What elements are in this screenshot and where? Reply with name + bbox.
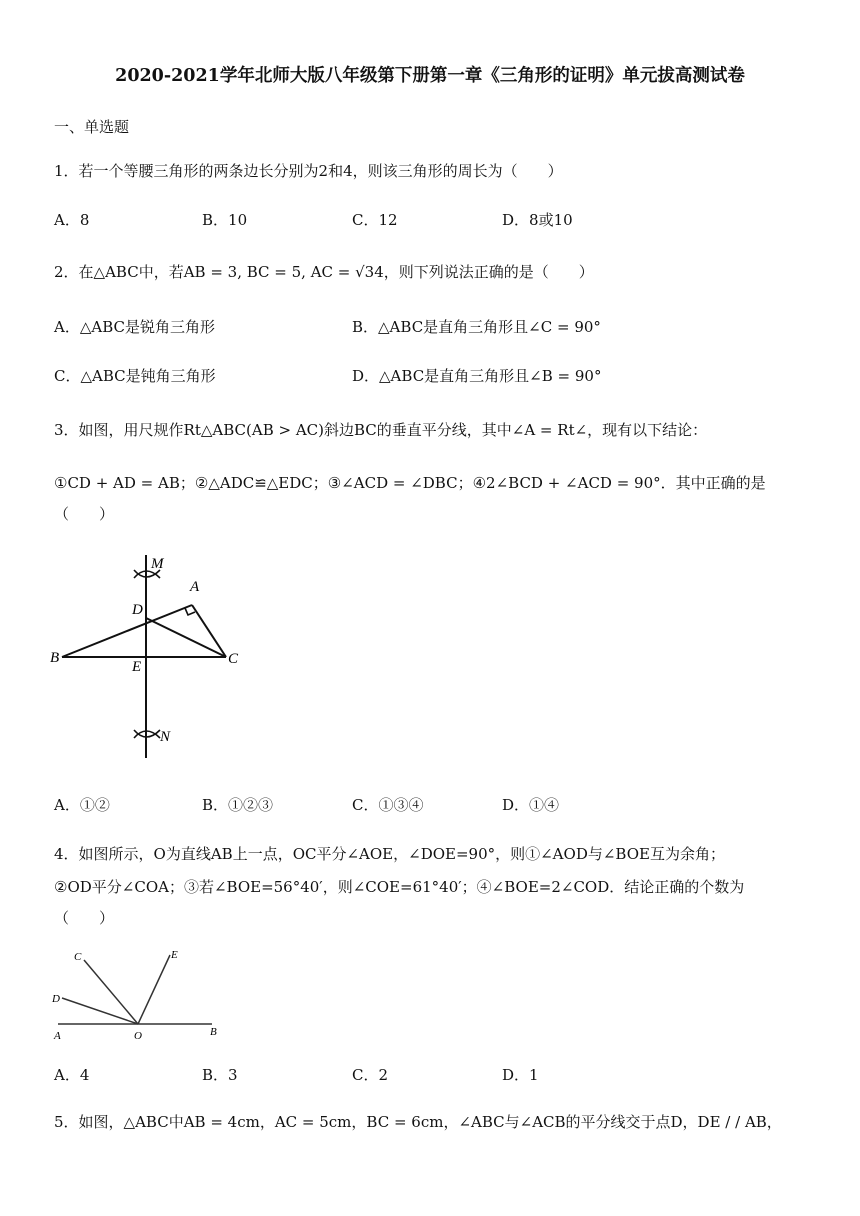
fig4-label-c: C — [74, 951, 82, 963]
question-2-stem: 2．在△ABC中，若AB = 3, BC = 5, AC = √34，则下列说法正确的是（ ） — [54, 263, 594, 281]
q4-option-d: D．1 — [502, 1066, 539, 1084]
question-3-stem: 3．如图，用尺规作Rt△ABC(AB > AC)斜边BC的垂直平分线，其中∠A = Rt∠，现有以下结论： — [54, 421, 708, 439]
section-heading: 一、单选题 — [54, 118, 130, 136]
q3-option-d: D．①④ — [502, 796, 560, 814]
fig3-label-m: M — [151, 556, 164, 572]
question-1-stem: 1．若一个等腰三角形的两条边长分别为2和4，则该三角形的周长为（ ） — [54, 162, 563, 180]
question-5-stem: 5．如图，△ABC中AB = 4cm，AC = 5cm，BC = 6cm，∠ABC与∠ACB的平分线交于点D，DE / / AB， — [54, 1113, 782, 1131]
fig3-label-d: D — [132, 602, 143, 618]
q4-option-a: A．4 — [54, 1066, 90, 1084]
question-4-stem-line2: ②OD平分∠COA；③若∠BOE=56°40′，则∠COE=61°40′；④∠BOE=2∠COD．结论正确的个数为 — [54, 878, 745, 896]
fig3-label-c: C — [228, 651, 239, 667]
fig3-label-b: B — [50, 650, 60, 666]
q4-option-c: C．2 — [352, 1066, 389, 1084]
q2-option-b: B．△ABC是直角三角形且∠C = 90° — [352, 318, 601, 336]
q1-option-a: A．8 — [54, 211, 90, 229]
fig3-label-a: A — [190, 579, 200, 595]
question-3-stem-line3: （ ） — [54, 505, 115, 523]
fig3-label-e: E — [132, 659, 142, 675]
q2-option-a: A．△ABC是锐角三角形 — [54, 318, 215, 336]
q3-option-a: A．①② — [54, 796, 110, 814]
q1-option-c: C．12 — [352, 211, 398, 229]
q1-option-b: B．10 — [202, 211, 248, 229]
page-title: 2020-2021学年北师大版八年级第下册第一章《三角形的证明》单元拔高测试卷 — [115, 66, 745, 86]
fig4-label-o: O — [134, 1030, 142, 1042]
q2-option-d: D．△ABC是直角三角形且∠B = 90° — [352, 367, 602, 385]
q3-option-b: B．①②③ — [202, 796, 274, 814]
question-3-figure — [50, 550, 260, 765]
q3-option-c: C．①③④ — [352, 796, 424, 814]
fig3-label-n: N — [160, 729, 171, 745]
fig4-label-a: A — [54, 1030, 61, 1042]
question-4-figure — [50, 940, 230, 1045]
fig4-label-e: E — [171, 949, 178, 961]
question-4-stem: 4．如图所示，O为直线AB上一点，OC平分∠AOE，∠DOE=90°，则①∠AOD与∠BOE互为余角； — [54, 845, 725, 863]
q4-option-b: B．3 — [202, 1066, 238, 1084]
fig4-label-b: B — [210, 1026, 217, 1038]
q1-option-d: D．8或10 — [502, 211, 573, 229]
question-4-stem-line3: （ ） — [54, 909, 115, 927]
q2-option-c: C．△ABC是钝角三角形 — [54, 367, 216, 385]
fig4-label-d: D — [52, 993, 60, 1005]
question-3-stem-line2: ①CD + AD = AB；②△ADC≌△EDC；③∠ACD = ∠DBC；④2∠BCD + ∠ACD = 90°．其中正确的是 — [54, 474, 766, 492]
